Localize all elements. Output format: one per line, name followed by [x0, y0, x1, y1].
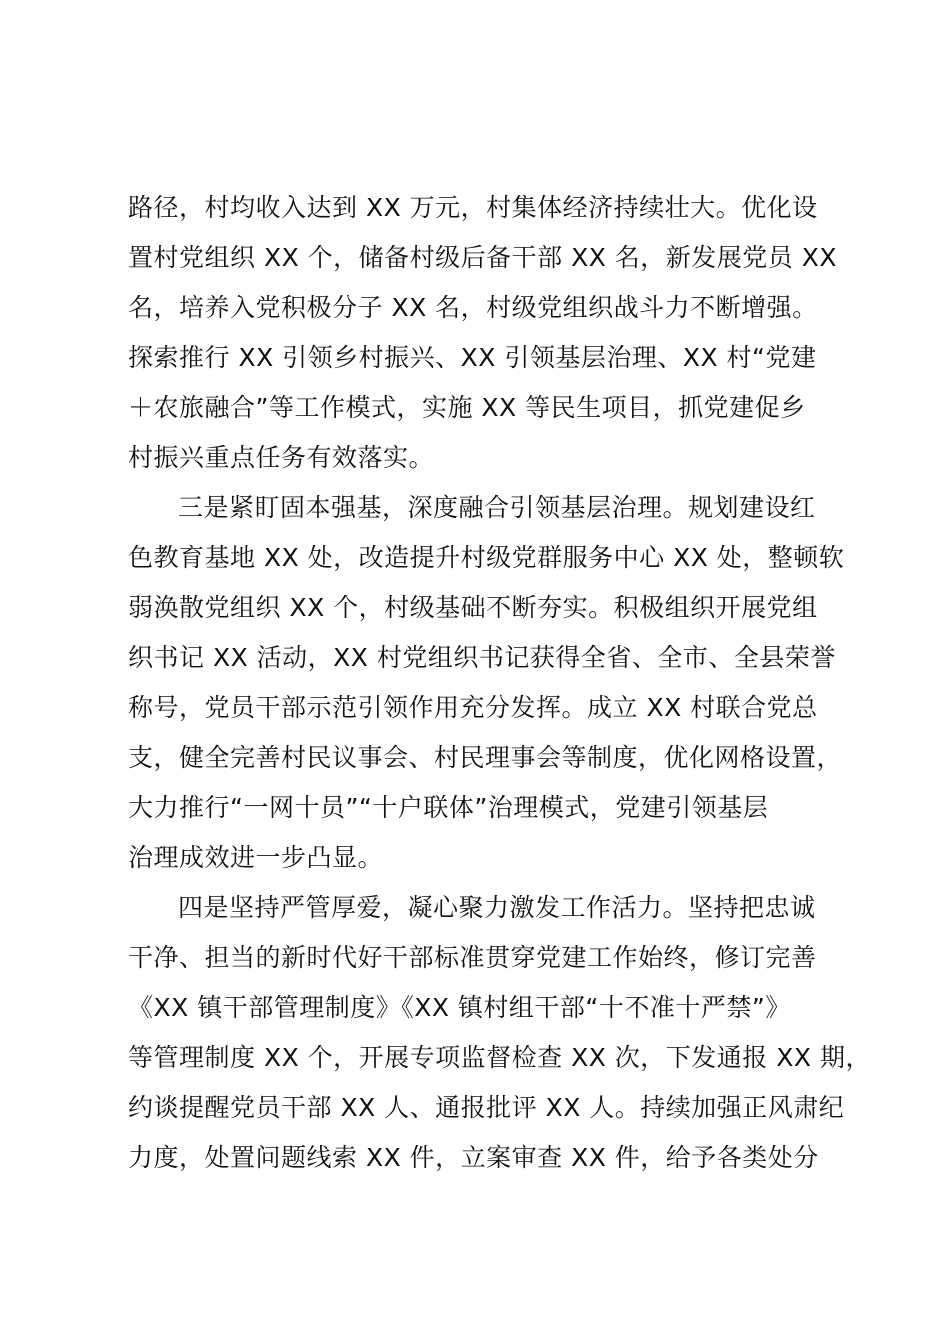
paragraph-2 [128, 483, 858, 883]
text-line: 置村党组织 XX 个，储备村级后备干部 XX 名，新发展党员 XX [128, 243, 837, 272]
text-line: 等管理制度 XX 个，开展专项监督检查 XX 次，下发通报 XX 期， [128, 1043, 871, 1072]
paragraph-1 [128, 183, 858, 483]
text-line: 探索推行 XX 引领乡村振兴、XX 引领基层治理、XX 村“党建 [128, 343, 817, 372]
text-line: 称号，党员干部示范引领作用充分发挥。成立 XX 村联合党总 [128, 693, 818, 722]
text-line: 力度，处置问题线索 XX 件，立案审查 XX 件，给予各类处分 [128, 1143, 819, 1172]
text-line: 《XX 镇干部管理制度》《XX 镇村组干部“十不准十严禁”》 [128, 993, 791, 1022]
text-line: 三是紧盯固本强基，深度融合引领基层治理。规划建设红 [178, 493, 816, 522]
text-line: 治理成效进一步凸显。 [128, 843, 384, 872]
text-line: 名，培养入党积极分子 XX 名，村级党组织战斗力不断增强。 [128, 293, 818, 322]
text-line: 路径，村均收入达到 XX 万元，村集体经济持续壮大。优化设 [128, 193, 818, 222]
text-line: 色教育基地 XX 处，改造提升村级党群服务中心 XX 处，整顿软 [128, 543, 845, 572]
text-line: 干净、担当的新时代好干部标准贯穿党建工作始终，修订完善 [128, 943, 817, 972]
text-line: 织书记 XX 活动，XX 村党组织书记获得全省、全市、全县荣誉 [128, 643, 836, 672]
text-line: 弱涣散党组织 XX 个，村级基础不断夯实。积极组织开展党组 [128, 593, 818, 622]
text-line: 支，健全完善村民议事会、村民理事会等制度，优化网格设置， [128, 743, 843, 772]
text-line: ＋农旅融合”等工作模式，实施 XX 等民生项目，抓党建促乡 [128, 393, 806, 422]
paragraph-3 [128, 883, 871, 1183]
text-line: 大力推行“一网十员”“十户联体”治理模式，党建引领基层 [128, 793, 769, 822]
text-line: 约谈提醒党员干部 XX 人、通报批评 XX 人。持续加强正风肃纪 [128, 1093, 845, 1122]
document-body [128, 183, 871, 1183]
text-line: 四是坚持严管厚爱，凝心聚力激发工作活力。坚持把忠诚 [178, 893, 816, 922]
text-line: 村振兴重点任务有效落实。 [128, 443, 435, 472]
